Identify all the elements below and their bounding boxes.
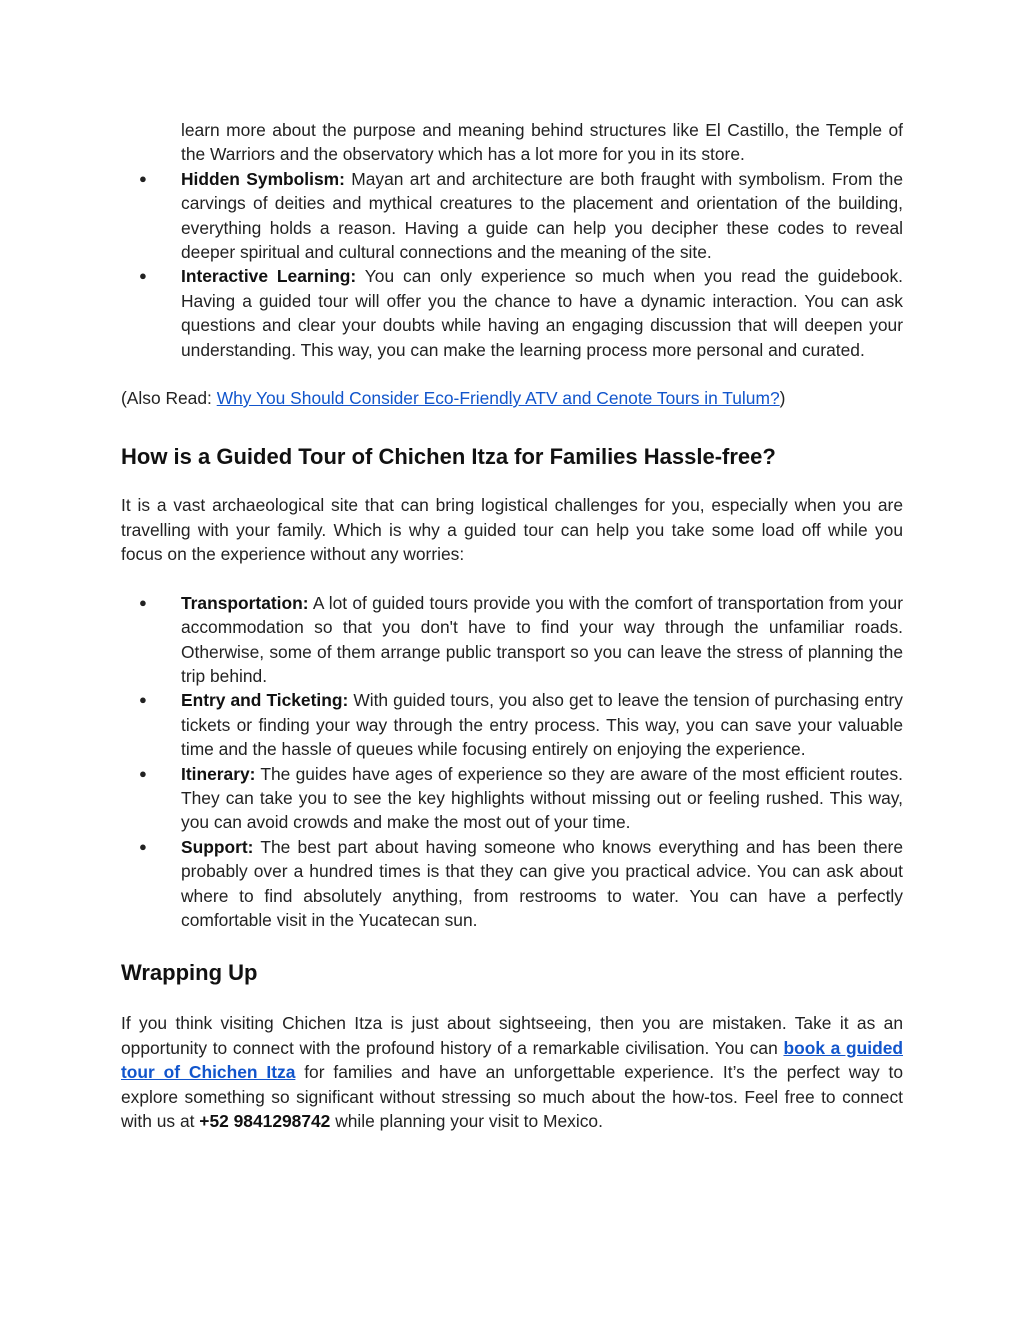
list-item-term: Transportation: bbox=[181, 592, 309, 613]
list-item-text: A lot of guided tours provide you with the comfort of transportation from your accommodation so that you don't have to find your way through the unfamiliar roads. Otherwise, some of them arrange public transport so you can leave the stress of planning the trip behind. bbox=[181, 592, 903, 686]
list-item-text: Mayan art and architecture are both fraught with symbolism. From the carvings of deities and mythical creatures to the placement and orientation of the building, everything holds a reason. Having a guide can help you decipher these codes to reveal deeper spiritual and cultural connections and the meaning of the site. bbox=[181, 168, 903, 263]
bullet-icon: ● bbox=[139, 170, 147, 186]
list-item bbox=[121, 762, 903, 835]
list-item-term: Itinerary: bbox=[181, 763, 256, 784]
phone-number: +52 9841298742 bbox=[199, 1111, 331, 1131]
list-item-text: The guides have ages of experience so they are aware of the most efficient routes. They can take you to see the key highlights without missing out or feeling rushed. This way, you can avoid crowds and make the most out of your time. bbox=[181, 763, 903, 833]
also-read-suffix: ) bbox=[779, 388, 786, 409]
list-item-term: Interactive Learning: bbox=[181, 266, 357, 287]
list-item-text: You can only experience so much when you read the guidebook. Having a guided tour will offer you the chance to have a dynamic interaction. You can ask questions and clear your doubts while having an engaging discussion that will deepen your understanding. This way, you can make the learning process more personal and curated. bbox=[181, 266, 903, 360]
section-intro-paragraph: It is a vast archaeological site that can bring logistical challenges for you, especially when you are travelling with your family. Which is why a guided tour can help you take some load off while you focus on the experience without any worries: bbox=[121, 495, 903, 565]
list-item-term: Support: bbox=[181, 836, 254, 857]
list-item-term: Entry and Ticketing: bbox=[181, 690, 349, 711]
bullet-icon: ● bbox=[139, 838, 147, 854]
wrapping-up-paragraph bbox=[121, 1011, 903, 1133]
list-item bbox=[121, 118, 903, 167]
also-read-prefix: (Also Read: bbox=[121, 388, 217, 409]
bullet-icon: ● bbox=[139, 594, 147, 610]
list-item-text: With guided tours, you also get to leave the tension of purchasing entry tickets or finding your way through the entry process. This way, you can save your valuable time and the hassle of queues while focusing entirely on enjoying the experience. bbox=[181, 690, 904, 760]
section-heading-wrapping-up: Wrapping Up bbox=[121, 960, 258, 986]
list-item bbox=[121, 167, 903, 265]
also-read-line bbox=[121, 386, 903, 410]
book-tour-link[interactable]: book a guided tour of Chichen Itza bbox=[121, 1037, 903, 1083]
intro-bullet-list bbox=[121, 118, 903, 362]
list-item-text: The best part about having someone who knows everything and has been there probably over a hundred times is that they can give you practical advice. You can ask about where to find absolutely anything, from restrooms to water. You can have a perfectly comfortable visit in the Yucatecan sun. bbox=[181, 836, 903, 930]
list-item bbox=[121, 591, 903, 689]
paragraph-text: for families and have an unforgettable experience. It’s the perfect way to explore something so significant without stressing so much about the how-tos. Feel free to connect with us at bbox=[121, 1062, 904, 1131]
hassle-free-bullet-list bbox=[121, 591, 903, 933]
list-item bbox=[121, 688, 903, 761]
list-item bbox=[121, 835, 903, 933]
section-heading-hassle-free: How is a Guided Tour of Chichen Itza for Families Hassle-free? bbox=[121, 444, 776, 470]
paragraph-text: If you think visiting Chichen Itza is just about sightseeing, then you are mistaken. Take it as an opportunity to connect with the profound history of a remarkable civilisation. You can bbox=[121, 1013, 903, 1058]
paragraph-text: while planning your visit to Mexico. bbox=[330, 1111, 603, 1131]
list-item bbox=[121, 264, 903, 362]
list-item-text: learn more about the purpose and meaning behind structures like El Castillo, the Temple of the Warriors and the observatory which has a lot more for you in its store. bbox=[181, 120, 903, 165]
bullet-icon: ● bbox=[139, 692, 147, 708]
bullet-icon: ● bbox=[139, 268, 147, 284]
bullet-icon: ● bbox=[139, 765, 147, 781]
list-item-term: Hidden Symbolism: bbox=[181, 168, 345, 189]
also-read-link[interactable]: Why You Should Consider Eco-Friendly ATV and Cenote Tours in Tulum? bbox=[216, 388, 780, 409]
